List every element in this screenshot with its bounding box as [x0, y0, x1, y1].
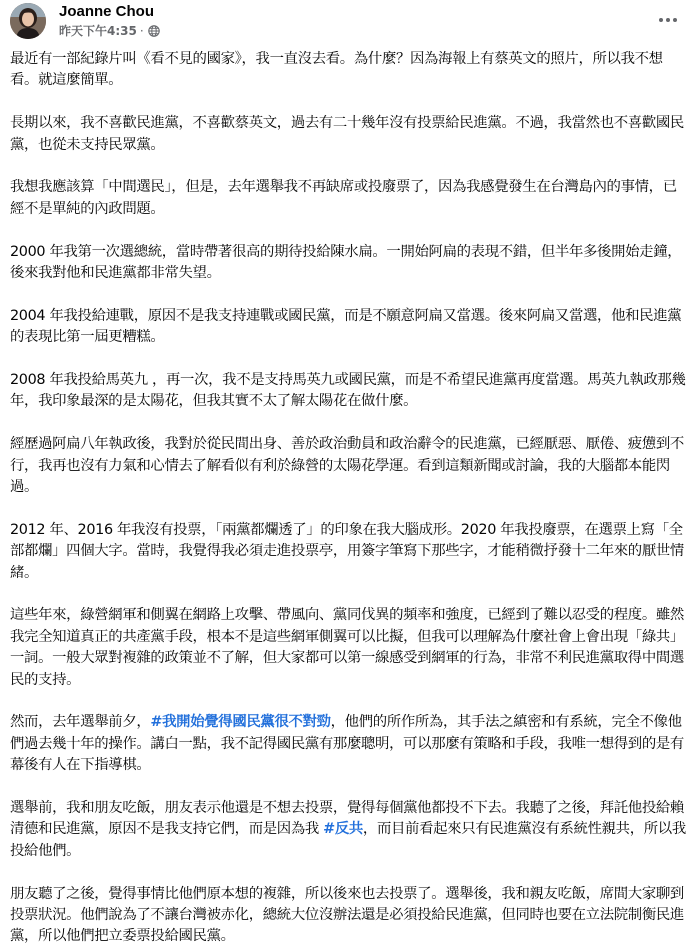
paragraph-text: 選舉前，我和朋友吃飯，朋友表示他還是不想去投票，覺得每個黨他都投不下去。我聽了之後，拜託他投給賴清德和民進黨，原因不是我支持它們，而是因為我	[10, 800, 684, 838]
author-name[interactable]: Joanne Chou	[59, 3, 155, 20]
paragraph-text: 然而，去年選舉前夕，	[10, 714, 151, 731]
hashtag-link[interactable]: #反共	[323, 821, 363, 838]
post-paragraph-11	[10, 798, 688, 862]
paragraph-text: ，他們的所作所為，其手法之縝密和有系統，完全不像他們過去幾十年的操作。講白一點，我不記得國民黨有那麼聰明，可以那麼有策略和手段，我唯一想得到的是有幕後有人在下指導棋。	[10, 714, 684, 774]
paragraph-text: ，而目前看起來只有民進黨沒有系統性親共，所以我投給他們。	[10, 821, 686, 859]
more-horizontal-icon	[658, 17, 678, 23]
post-meta	[59, 22, 160, 40]
post-paragraph-3: 我想我應該算「中間選民」，但是，去年選舉我不再缺席或投廢票了，因為我感覺發生在台灣島內的事情，已經不是單純的內政問題。	[10, 179, 677, 217]
post-paragraph-8: 2012 年、2016 年我沒有投票，「兩黨都爛透了」的印象在我大腦成形。2020 年我投廢票，在選票上寫「全部都爛」四個大字。當時，我覺得我必須走進投票亭，用簽字筆寫下那些字，才能稍微抒發十二年來的厭世情緒。	[10, 521, 684, 581]
post-paragraph-10	[10, 712, 688, 776]
profile-photo	[10, 3, 46, 39]
post-paragraph-12: 朋友聽了之後，覺得事情比他們原本想的複雜，所以後來也去投票了。選舉後，我和親友吃飯，席間大家聊到投票狀況。他們說為了不讓台灣被赤化，總統大位沒辦法還是必須投給民進黨，但同時也要在立法院制衡民進黨，所以他們把立委票投給國民黨。	[10, 885, 684, 945]
post-paragraph-2: 長期以來，我不喜歡民進黨，不喜歡蔡英文，過去有二十幾年沒有投票給民進黨。不過，我當然也不喜歡國民黨，也從未支持民眾黨。	[10, 115, 684, 153]
post-paragraph-6: 2008 年我投給馬英九 ，再一次，我不是支持馬英九或國民黨，而是不希望民進黨再度當選。馬英九執政那幾年，我印象最深的是太陽花，但我其實不太了解太陽花在做什麼。	[10, 372, 686, 410]
post-paragraph-7: 經歷過阿扁八年執政後，我對於從民間出身、善於政治動員和政治辭令的民進黨，已經厭惡、厭倦、疲憊到不行，我再也沒有力氣和心情去了解看似有利於綠營的太陽花學運。看到這類新聞或討論，我的大腦都本能閃過。	[10, 436, 684, 496]
hashtag-link[interactable]: #我開始覺得國民黨很不對勁	[150, 714, 331, 731]
post-paragraph-4: 2000 年我第一次選總統，當時帶著很高的期待投給陳水扁。一開始阿扁的表現不錯，但半年多後開始走鐘，後來我對他和民進黨都非常失望。	[10, 243, 682, 282]
author-avatar[interactable]	[10, 3, 46, 39]
post-paragraph-5: 2004 年我投給連戰，原因不是我支持連戰或國民黨，而是不願意阿扁又當選。後來阿扁又當選，他和民進黨的表現比第一屆更糟糕。	[10, 307, 682, 346]
meta-separator: ·	[139, 24, 144, 38]
more-options-button[interactable]	[656, 8, 680, 32]
post-paragraph-1: 最近有一部紀錄片叫《看不見的國家》，我一直沒去看。為什麼？因為海報上有蔡英文的照片，所以我不想看。就這麼簡單。	[10, 51, 663, 89]
post-timestamp[interactable]: 昨天下午4:35	[59, 24, 137, 38]
post-body	[10, 49, 688, 948]
post-header	[0, 0, 695, 44]
globe-icon[interactable]	[148, 25, 160, 37]
post-paragraph-9: 這些年來，綠營網軍和側翼在網路上攻擊、帶風向、黨同伐異的頻率和強度，已經到了難以忍受的程度。雖然我完全知道真正的共產黨手段，根本不是這些網軍側翼可以比擬，但我可以理解為什麼社會上會出現「綠共」一詞。一般大眾對複雜的政策並不了解，但大家都可以第一線感受到網軍的行為，非常不利民進黨取得中間選民的支持。	[10, 607, 684, 688]
